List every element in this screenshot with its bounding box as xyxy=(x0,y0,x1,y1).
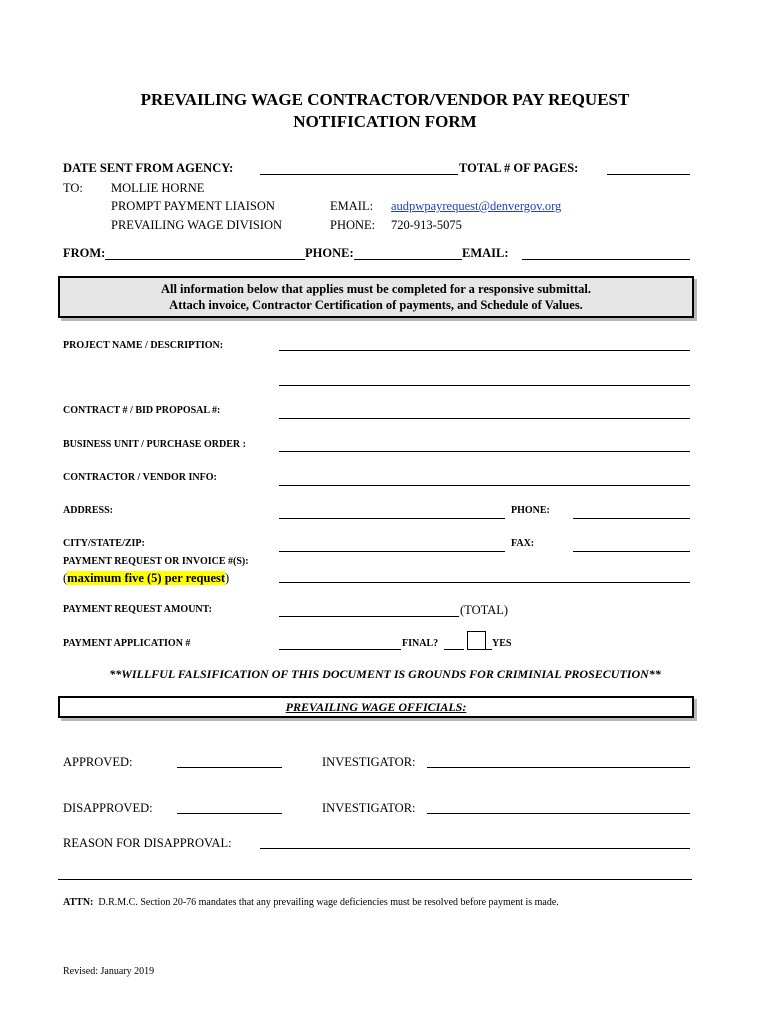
falsification-warning: **WILLFUL FALSIFICATION OF THIS DOCUMENT IS GROUNDS FOR CRIMINIAL PROSECUTION** xyxy=(109,667,661,681)
notice-line2: Attach invoice, Contractor Certification of payments, and Schedule of Values. xyxy=(169,298,583,312)
application-field[interactable] xyxy=(279,649,401,650)
to-name: MOLLIE HORNE xyxy=(111,181,205,195)
total-pages-label: TOTAL # OF PAGES: xyxy=(459,161,579,175)
final-field[interactable] xyxy=(444,649,464,650)
disapproved-investigator-label: INVESTIGATOR: xyxy=(322,801,416,815)
payment-request-label: PAYMENT REQUEST OR INVOICE #(S): xyxy=(63,556,249,567)
reason-label: REASON FOR DISAPPROVAL: xyxy=(63,836,232,850)
approved-investigator-label: INVESTIGATOR: xyxy=(322,755,416,769)
from-label: FROM: xyxy=(63,246,106,260)
notice-line1: All information below that applies must be completed for a responsive submittal. xyxy=(160,282,592,296)
from-email-field[interactable] xyxy=(522,259,690,260)
payment-request-note-highlight: maximum five (5) per request xyxy=(67,571,226,585)
total-pages-field[interactable] xyxy=(607,174,690,175)
email-label: EMAIL: xyxy=(330,199,374,213)
business-unit-field[interactable] xyxy=(279,451,690,452)
phone-label: PHONE: xyxy=(330,218,376,232)
revised-date: Revised: January 2019 xyxy=(63,966,155,977)
fax-label: FAX: xyxy=(511,538,535,549)
phone-value: 720-913-5075 xyxy=(391,218,462,232)
address-label: ADDRESS: xyxy=(63,505,114,516)
yes-label: YES xyxy=(492,638,512,649)
officials-heading-box xyxy=(58,696,694,718)
disapproved-field[interactable] xyxy=(177,813,282,814)
contractor-field[interactable] xyxy=(279,485,690,486)
business-unit-label: BUSINESS UNIT / PURCHASE ORDER : xyxy=(63,439,246,450)
payment-request-field[interactable] xyxy=(279,582,690,583)
officials-heading: PREVAILING WAGE OFFICIALS: xyxy=(285,700,467,714)
project-name-field-2[interactable] xyxy=(279,385,690,386)
to-division: PREVAILING WAGE DIVISION xyxy=(111,218,283,232)
attn-note xyxy=(63,897,559,908)
address-field[interactable] xyxy=(279,518,505,519)
vendor-phone-field[interactable] xyxy=(573,518,690,519)
to-label: TO: xyxy=(63,181,83,195)
disapproved-label: DISAPPROVED: xyxy=(63,801,153,815)
vendor-phone-label: PHONE: xyxy=(511,505,550,516)
final-checkbox[interactable] xyxy=(467,631,486,650)
attn-text: D.R.M.C. Section 20-76 mandates that any prevailing wage deficiencies must be resolved before payment is made. xyxy=(98,897,559,908)
payment-request-note: (maximum five (5) per request) xyxy=(63,571,230,585)
approved-label: APPROVED: xyxy=(63,755,133,769)
total-label: (TOTAL) xyxy=(460,603,509,617)
amount-field[interactable] xyxy=(279,616,459,617)
form-title-line2: NOTIFICATION FORM xyxy=(293,112,477,131)
city-label: CITY/STATE/ZIP: xyxy=(63,538,145,549)
fax-field[interactable] xyxy=(573,551,690,552)
from-email-label: EMAIL: xyxy=(462,246,509,260)
notice-box xyxy=(58,276,694,318)
disapproved-investigator-field[interactable] xyxy=(427,813,690,814)
date-sent-label: DATE SENT FROM AGENCY: xyxy=(63,161,234,175)
separator-line xyxy=(58,879,692,880)
contract-field[interactable] xyxy=(279,418,690,419)
approved-field[interactable] xyxy=(177,767,282,768)
from-phone-field[interactable] xyxy=(354,259,462,260)
application-label: PAYMENT APPLICATION # xyxy=(63,638,191,649)
from-phone-label: PHONE: xyxy=(305,246,354,260)
approved-investigator-field[interactable] xyxy=(427,767,690,768)
form-title-line1: PREVAILING WAGE CONTRACTOR/VENDOR PAY REQUEST xyxy=(140,90,630,109)
amount-label: PAYMENT REQUEST AMOUNT: xyxy=(63,604,212,615)
reason-field[interactable] xyxy=(260,848,690,849)
attn-label: ATTN: xyxy=(63,897,94,908)
contractor-label: CONTRACTOR / VENDOR INFO: xyxy=(63,472,217,483)
project-name-field[interactable] xyxy=(279,350,690,351)
final-label: FINAL? xyxy=(402,638,439,649)
final-yes-line xyxy=(486,649,492,650)
contract-label: CONTRACT # / BID PROPOSAL #: xyxy=(63,405,221,416)
city-field[interactable] xyxy=(279,551,505,552)
to-role: PROMPT PAYMENT LIAISON xyxy=(111,199,275,213)
project-name-label: PROJECT NAME / DESCRIPTION: xyxy=(63,340,224,351)
email-link[interactable]: audpwpayrequest@denvergov.org xyxy=(391,199,562,213)
from-field[interactable] xyxy=(105,259,305,260)
date-sent-field[interactable] xyxy=(260,174,458,175)
